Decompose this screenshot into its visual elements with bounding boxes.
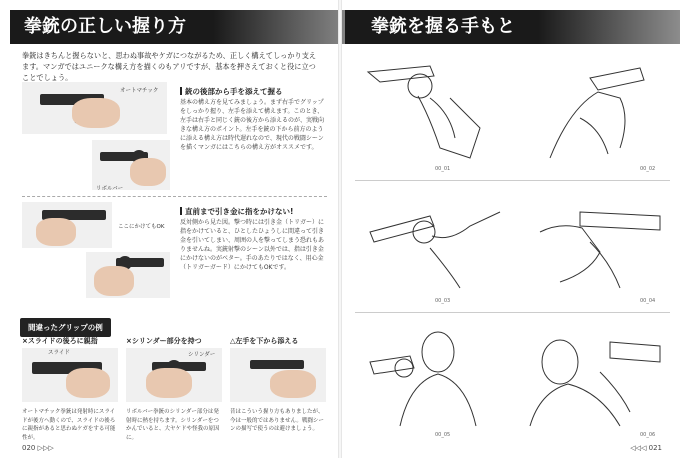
page-number-right: ◁◁◁ 021 [630, 444, 662, 452]
hand-shape [36, 218, 76, 246]
sketch-00-05 [360, 322, 510, 430]
section1-text: 基本の構え方を見てみましょう。まず右手でグリップをしっかり握り、左手を添えて構えます。このとき、左手は右手と同じく銃の後方から添えるのが、実戦向きな構え方のポイント。左手を銃の下から前方のように添える構え方は時代遅れなので、現代の戦闘シーンを描くマンガにはこちらの構え方がオススメです。 [180, 99, 325, 151]
sketch-00-06 [520, 322, 670, 430]
section2-title: 直前まで引き金に指をかけない! [180, 206, 293, 217]
label-trigger-ok: ここにかけてもOK [118, 224, 165, 230]
sketch-00-03 [360, 192, 510, 297]
section1-title: 銃の後部から手を添えて握る [180, 86, 283, 97]
caption-00-05: 00_05 [435, 432, 451, 438]
caption-00-04: 00_04 [640, 298, 656, 304]
hand-shape [146, 368, 192, 398]
hand-shape [72, 98, 120, 128]
page-title: 拳銃の正しい握り方 [10, 10, 349, 44]
example3-text: 昔はこういう握り方もありましたが、今は一般的ではありません。戦闘シーンの描写で使うのは避けましょう。 [230, 409, 324, 432]
right-page [340, 0, 680, 458]
label-automatic: オートマチック [120, 88, 159, 94]
caption-00-02: 00_02 [640, 166, 656, 172]
page-number-left: 020 ▷▷▷ [22, 444, 54, 452]
row-divider [355, 180, 670, 181]
revolver-shape [250, 360, 304, 369]
photo-revolver-grip [92, 140, 170, 190]
example1-tag: スライド [48, 350, 70, 356]
intro-text: 拳銃はきちんと握らないと、思わぬ事故やケガにつながるため、正しく構えてしっかり支えます。マンガではユニークな構え方を描くのもアリですが、基本を押さえておくと役に立つことでしょう。 [22, 51, 317, 82]
sketch-00-01 [360, 58, 510, 168]
hand-shape [130, 158, 166, 186]
sketch-00-02 [520, 58, 670, 168]
example3-title: △左手を下から添える [230, 337, 299, 345]
sketch-00-04 [520, 192, 670, 297]
photo-revolver-trigger [86, 252, 170, 298]
caption-00-03: 00_03 [435, 298, 451, 304]
example2-text: リボルバー拳銃のシリンダー部分は発射時に熱を持ちます。シリンダーをつかんでいると、大ヤケドや怪我の原因に。 [126, 409, 220, 441]
page-title: 拳銃を握る手もと [345, 10, 680, 44]
photo-trigger-finger [22, 202, 112, 248]
caption-00-01: 00_01 [435, 166, 451, 172]
hand-shape [270, 370, 316, 398]
hand-shape [66, 368, 110, 398]
example2-title: ×シリンダー部分を持つ [126, 337, 202, 345]
example2-tag: シリンダー [188, 352, 216, 358]
example1-title: ×スライドの後ろに親指 [22, 337, 98, 345]
row-divider [355, 312, 670, 313]
wrong-grip-badge: 間違ったグリップの例 [20, 318, 111, 337]
example1-text: オートマチック拳銃は発射時にスライドが後方へ動くので、スライドの後ろに親指があると思わぬケガをする可能性が。 [22, 409, 116, 441]
example1-photo [22, 348, 118, 402]
hand-shape [94, 266, 134, 296]
caption-00-06: 00_06 [640, 432, 656, 438]
label-revolver: リボルバー [96, 186, 124, 192]
section2-text: 反対側から見た図。撃つ時には引き金（トリガー）に指をかけていると、ひとしたひょうしに間違って引き金を引いてしまい、周囲の人を撃ってしまう恐れもありませんね。実銃射撃のシーン以外では、指は引き金にかけないのがベター。手のあたりではなく、用心金（トリガーガード）にかけてもOKです。 [180, 219, 325, 271]
example3-photo [230, 348, 326, 402]
divider [22, 196, 327, 197]
